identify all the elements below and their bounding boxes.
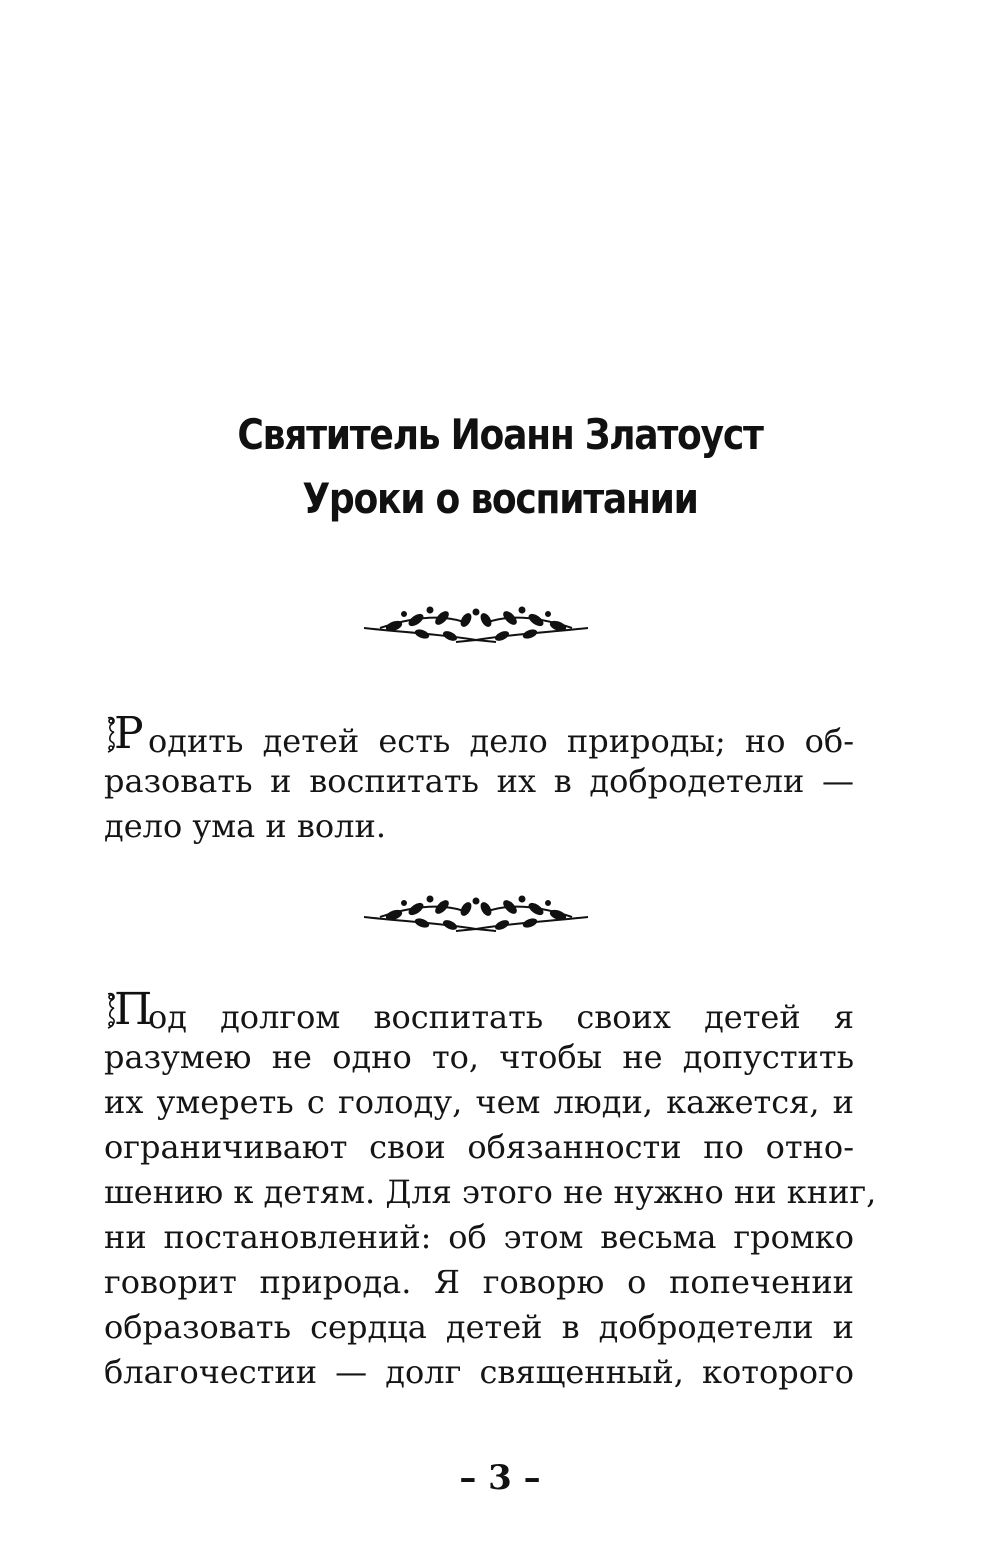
paragraph-line: разовать и воспитать их в добродетели — [104, 762, 854, 800]
paragraph-line: благочестии — долг священный, которого [104, 1353, 854, 1391]
paragraph-line: говорит природа. Я говорю о попечении [104, 1263, 854, 1301]
paragraph-1 [104, 708, 854, 849]
page-title-subtitle: Уроки о воспитании [302, 474, 698, 523]
floral-ornament-icon [360, 887, 592, 943]
line-text: одить детей есть дело природы; но об- [148, 722, 854, 760]
floral-ornament-icon [360, 598, 592, 654]
paragraph-line: дело ума и воли. [104, 807, 386, 845]
paragraph-line: шению к детям. Для этого не нужно ни книг, [104, 1173, 877, 1211]
ornate-initial [104, 708, 146, 759]
paragraph-line: разумею не одно то, чтобы не допустить [104, 1038, 854, 1076]
ornate-initial [104, 984, 153, 1035]
paragraph-line: их умереть с голоду, чем люди, кажется, и [104, 1083, 854, 1121]
paragraph-line [104, 984, 854, 1036]
paragraph-line [104, 708, 854, 760]
paragraph-line: образовать сердца детей в добродетели и [104, 1308, 854, 1346]
line-text: од долгом воспитать своих детей я [148, 998, 854, 1036]
paragraph-2 [104, 984, 877, 1395]
paragraph-line: ни постановлений: об этом весьма громко [104, 1218, 854, 1256]
initial-letter: Р [114, 708, 144, 759]
paragraph-line: ограничивают свои обязанности по отно- [104, 1128, 854, 1166]
initial-letter: П [114, 984, 153, 1035]
page-number: – 3 – [459, 1458, 541, 1498]
page-title-author: Святитель Иоанн Златоуст [237, 410, 763, 459]
